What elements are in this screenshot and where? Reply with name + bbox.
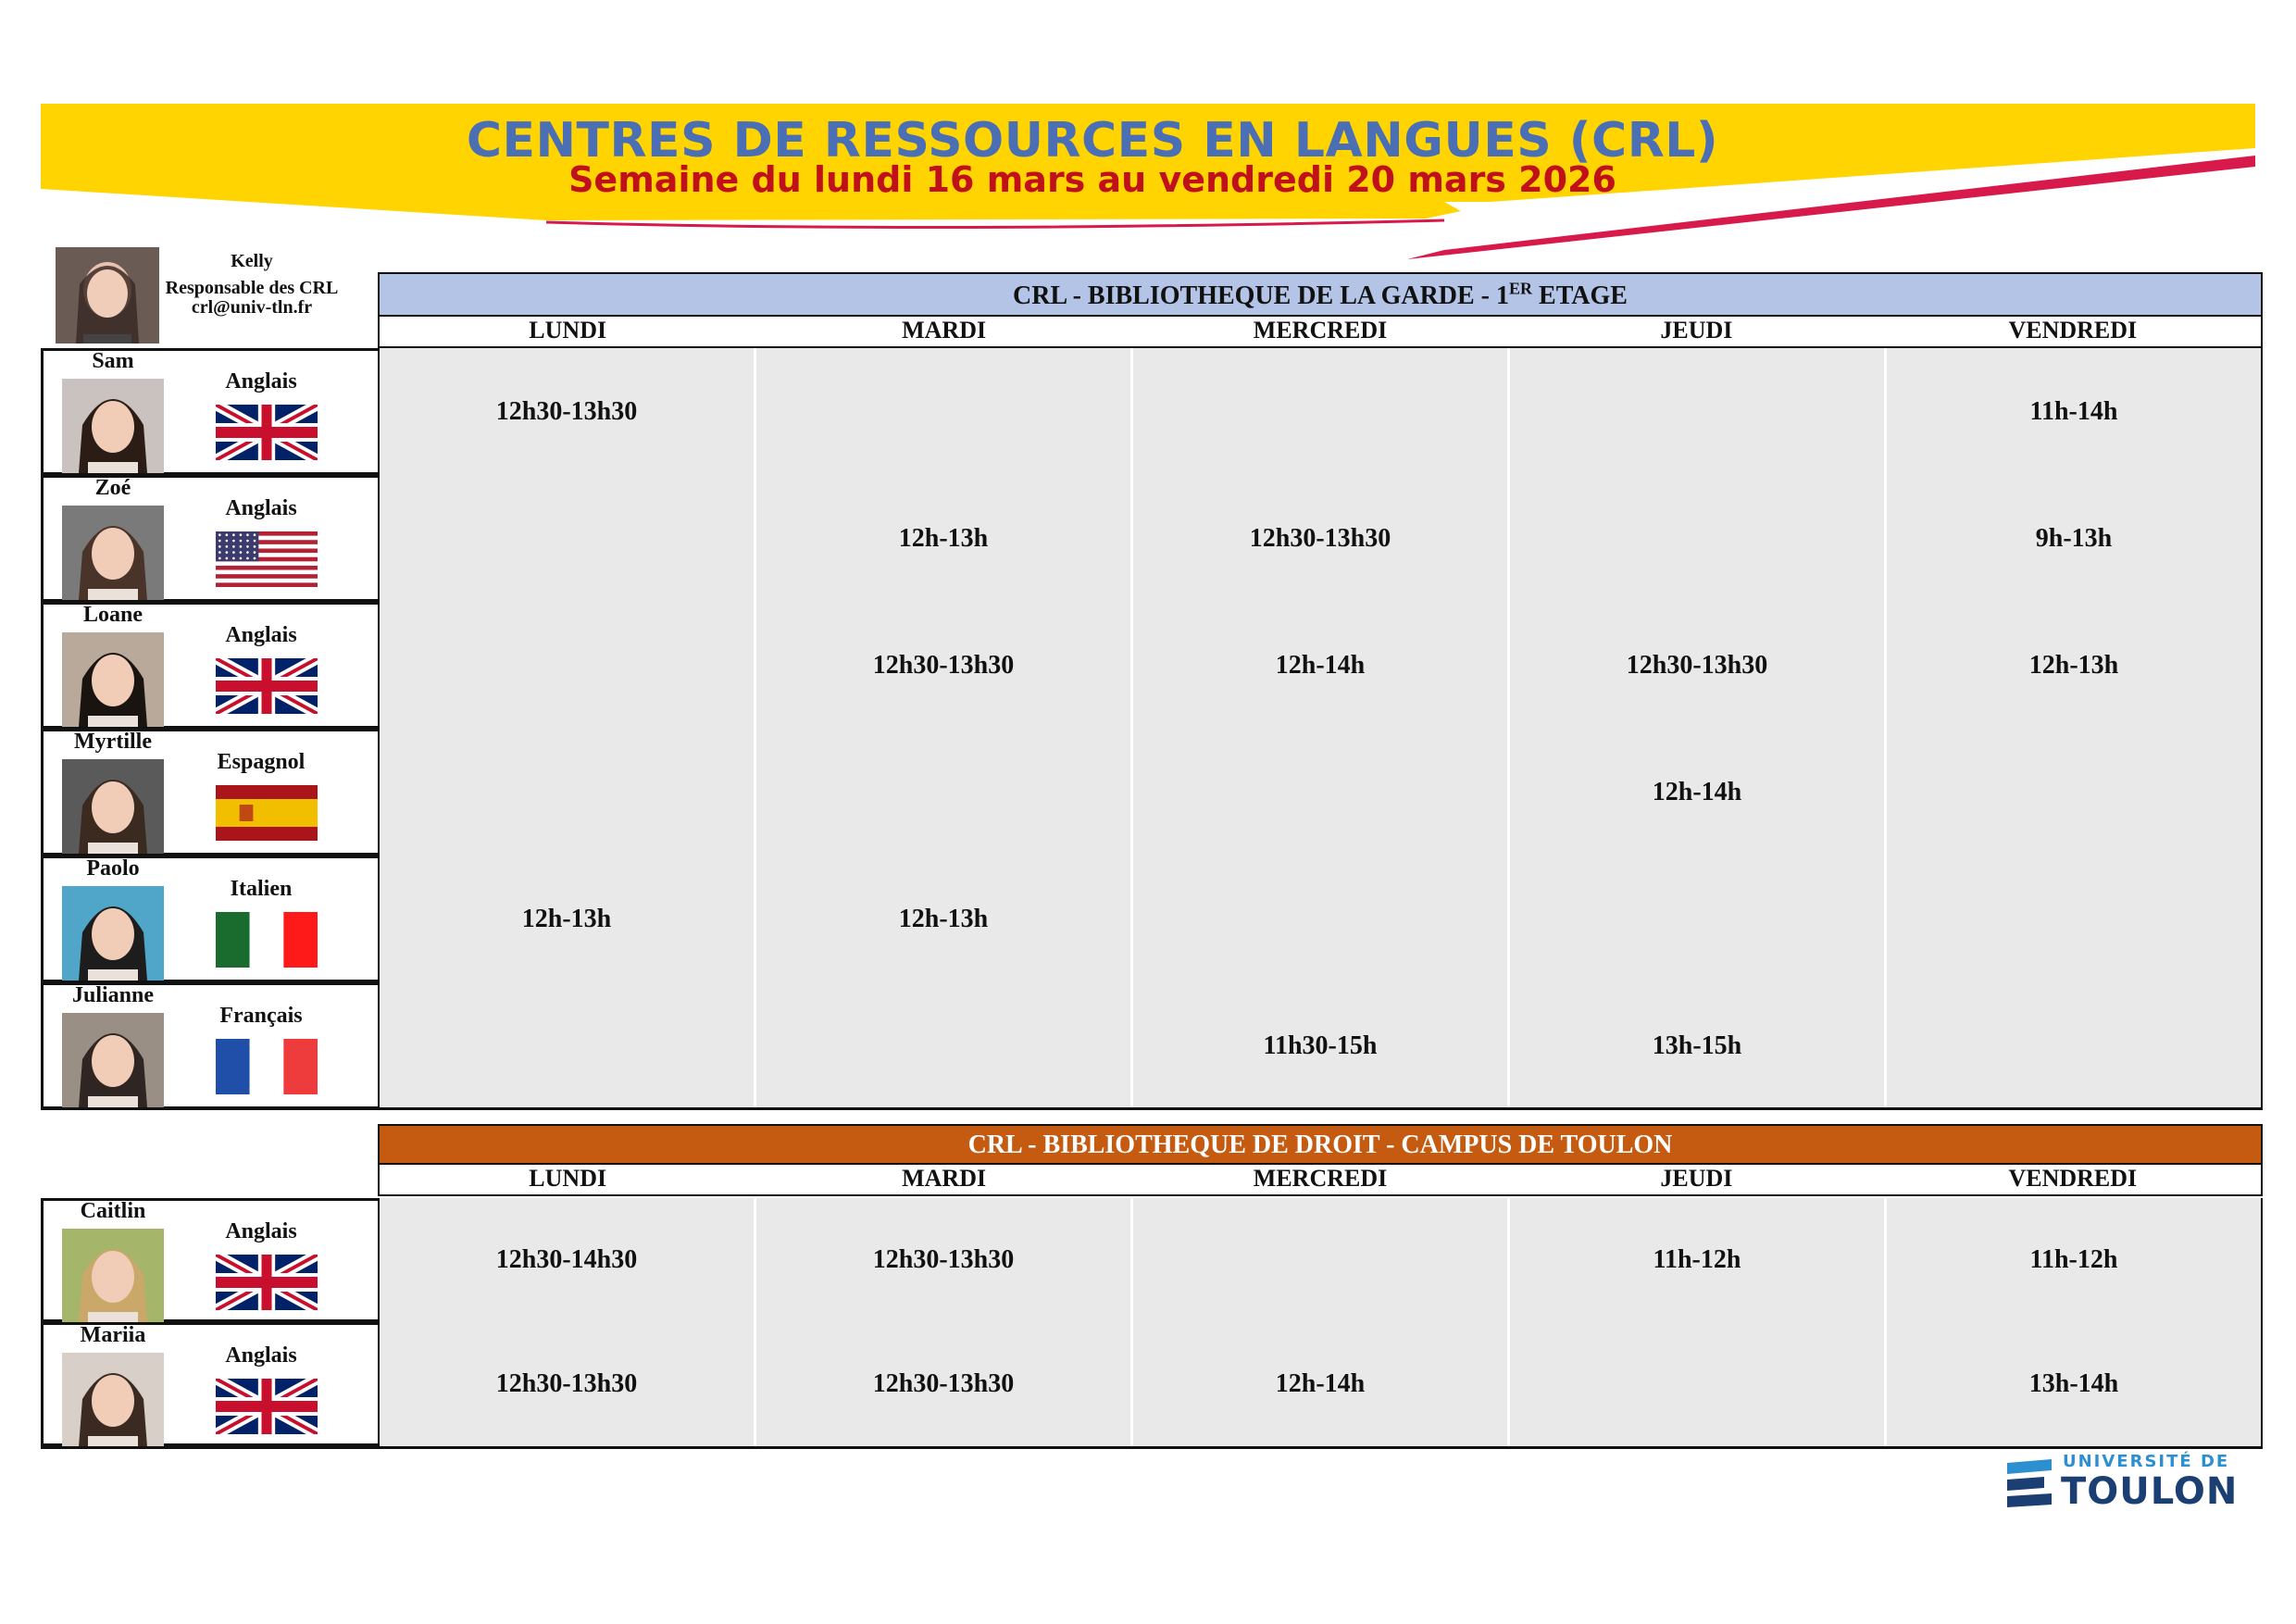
time-slot-cell <box>1887 982 2261 1109</box>
slot-cells <box>378 348 2263 475</box>
us-flag-icon <box>216 531 318 587</box>
tutor-card <box>41 475 378 602</box>
time-slot-cell: 12h30-13h30 <box>380 1322 756 1446</box>
schedule-row <box>41 475 2263 602</box>
schedule-row <box>41 1198 2263 1322</box>
tutor-language: Italien <box>230 877 293 901</box>
logo-top-text: UNIVERSITÉ DE <box>2063 1452 2230 1471</box>
day-header: MERCREDI <box>1253 317 1388 344</box>
schedule-row <box>41 348 2263 475</box>
tutor-card <box>41 1322 378 1446</box>
slot-cells <box>378 602 2263 729</box>
time-slot-cell: 12h30-13h30 <box>756 1198 1133 1322</box>
tutor-language: Français <box>219 1004 303 1028</box>
time-slot-cell: 12h30-13h30 <box>756 1322 1133 1446</box>
spain-flag-icon <box>216 785 318 841</box>
tutor-name: Zoé <box>94 476 131 500</box>
time-slot-cell: 12h-14h <box>1133 1322 1510 1446</box>
tutor-name: Paolo <box>86 856 140 881</box>
time-slot-cell: 12h-13h <box>380 856 756 982</box>
time-slot-cell <box>756 729 1133 856</box>
tutor-photo <box>62 632 164 727</box>
time-slot-cell <box>1510 475 1887 602</box>
manager-info <box>159 248 344 321</box>
time-slot-cell: 13h-15h <box>1510 982 1887 1109</box>
schedule-row <box>41 1322 2263 1446</box>
tutor-language: Anglais <box>225 369 297 394</box>
page-title: CENTRES DE RESSOURCES EN LANGUES (CRL) <box>466 113 1719 169</box>
time-slot-cell <box>1133 1198 1510 1322</box>
time-slot-cell: 12h-13h <box>756 856 1133 982</box>
tutor-photo <box>62 506 164 600</box>
tutor-card <box>41 348 378 475</box>
time-slot-cell <box>380 729 756 856</box>
time-slot-cell: 12h-13h <box>756 475 1133 602</box>
tutor-name: Loane <box>82 603 143 627</box>
time-slot-cell <box>1133 348 1510 475</box>
day-header: LUNDI <box>529 317 607 344</box>
time-slot-cell <box>1887 856 2261 982</box>
time-slot-cell: 12h30-14h30 <box>380 1198 756 1322</box>
day-header: VENDREDI <box>2008 317 2138 344</box>
garde-section-header <box>378 272 2263 317</box>
time-slot-cell <box>1133 729 1510 856</box>
time-slot-cell <box>1510 348 1887 475</box>
droit-title: CRL - BIBLIOTHEQUE DE DROIT - CAMPUS DE TOULON <box>967 1131 1673 1159</box>
manager-photo <box>56 247 159 344</box>
tutor-photo <box>62 1013 164 1107</box>
tutor-name: Sam <box>92 349 134 373</box>
uk-flag-icon <box>216 658 318 714</box>
garde-title: CRL - BIBLIOTHEQUE DE LA GARDE - 1 <box>1013 281 1510 310</box>
time-slot-cell <box>756 982 1133 1109</box>
day-header: MARDI <box>902 1165 987 1192</box>
tutor-name: Julianne <box>71 983 155 1007</box>
tutor-language: Anglais <box>225 1219 297 1243</box>
logo-main-text: TOULON <box>2061 1470 2239 1513</box>
manager-name: Kelly <box>231 251 273 271</box>
slot-cells <box>378 729 2263 856</box>
manager-email[interactable]: crl@univ-tln.fr <box>191 297 313 318</box>
tutor-card <box>41 856 378 982</box>
time-slot-cell: 11h-14h <box>2029 396 2118 426</box>
time-slot-cell <box>1133 856 1510 982</box>
slot-cells <box>378 1322 2263 1446</box>
time-slot-cell: 13h-14h <box>2028 1369 2119 1398</box>
italy-flag-icon <box>216 912 318 968</box>
garde-bottom-border <box>41 1107 2263 1110</box>
time-slot-cell: 9h-13h <box>2035 523 2113 553</box>
uk-flag-icon <box>216 1255 318 1310</box>
tutor-photo <box>62 379 164 473</box>
time-slot-cell <box>380 982 756 1109</box>
logo-mark-icon <box>2003 1459 2059 1511</box>
schedule-row <box>41 856 2263 982</box>
france-flag-icon <box>216 1039 318 1094</box>
slot-cells <box>378 982 2263 1109</box>
time-slot-cell: 12h30-13h30 <box>1133 475 1510 602</box>
droit-section-header <box>378 1124 2263 1165</box>
day-header: MARDI <box>902 317 987 344</box>
tutor-card <box>41 602 378 729</box>
uk-flag-icon <box>216 405 318 460</box>
tutor-name: Mariia <box>80 1323 146 1347</box>
garde-title-end: ETAGE <box>1532 281 1628 310</box>
time-slot-cell <box>1887 729 2261 856</box>
manager-role: Responsable des CRL <box>165 278 339 298</box>
schedule-row <box>41 729 2263 856</box>
tutor-photo <box>62 1353 164 1447</box>
droit-bottom-border <box>41 1446 2263 1449</box>
time-slot-cell <box>756 348 1133 475</box>
universite-toulon-logo <box>2000 1450 2240 1515</box>
time-slot-cell: 11h-12h <box>2029 1245 2118 1274</box>
time-slot-cell: 12h30-13h30 <box>756 602 1133 729</box>
time-slot-cell: 11h30-15h <box>1133 982 1510 1109</box>
tutor-card <box>41 1198 378 1322</box>
tutor-language: Anglais <box>225 1343 297 1368</box>
time-slot-cell: 12h-14h <box>1510 729 1887 856</box>
tutor-name: Caitlin <box>80 1199 146 1223</box>
tutor-language: Anglais <box>225 496 297 520</box>
day-header: JEUDI <box>1660 1165 1733 1192</box>
day-header: MERCREDI <box>1253 1165 1388 1192</box>
droit-days-header <box>378 1165 2263 1196</box>
time-slot-cell <box>1510 1322 1887 1446</box>
tutor-language: Anglais <box>225 623 297 647</box>
time-slot-cell: 12h-14h <box>1133 602 1510 729</box>
slot-cells <box>378 475 2263 602</box>
time-slot-cell: 12h30-13h30 <box>380 348 756 475</box>
schedule-row <box>41 602 2263 729</box>
tutor-photo <box>62 759 164 854</box>
page-subtitle: Semaine du lundi 16 mars au vendredi 20 mars 2026 <box>568 159 1616 200</box>
time-slot-cell: 12h30-13h30 <box>1510 602 1887 729</box>
garde-days-header <box>378 317 2263 348</box>
slot-cells <box>378 856 2263 982</box>
day-header: LUNDI <box>529 1165 607 1192</box>
tutor-photo <box>62 886 164 981</box>
garde-title-sup: ER <box>1509 279 1533 298</box>
day-header: VENDREDI <box>2008 1165 2138 1192</box>
time-slot-cell: 12h-13h <box>2028 650 2119 680</box>
tutor-language: Espagnol <box>217 750 306 774</box>
tutor-card <box>41 729 378 856</box>
time-slot-cell: 11h-12h <box>1510 1198 1887 1322</box>
time-slot-cell <box>380 602 756 729</box>
slot-cells <box>378 1198 2263 1322</box>
time-slot-cell <box>1510 856 1887 982</box>
schedule-row <box>41 982 2263 1109</box>
time-slot-cell <box>380 475 756 602</box>
uk-flag-icon <box>216 1379 318 1434</box>
tutor-card <box>41 982 378 1109</box>
tutor-name: Myrtille <box>74 730 152 754</box>
day-header: JEUDI <box>1660 317 1733 344</box>
tutor-photo <box>62 1229 164 1323</box>
